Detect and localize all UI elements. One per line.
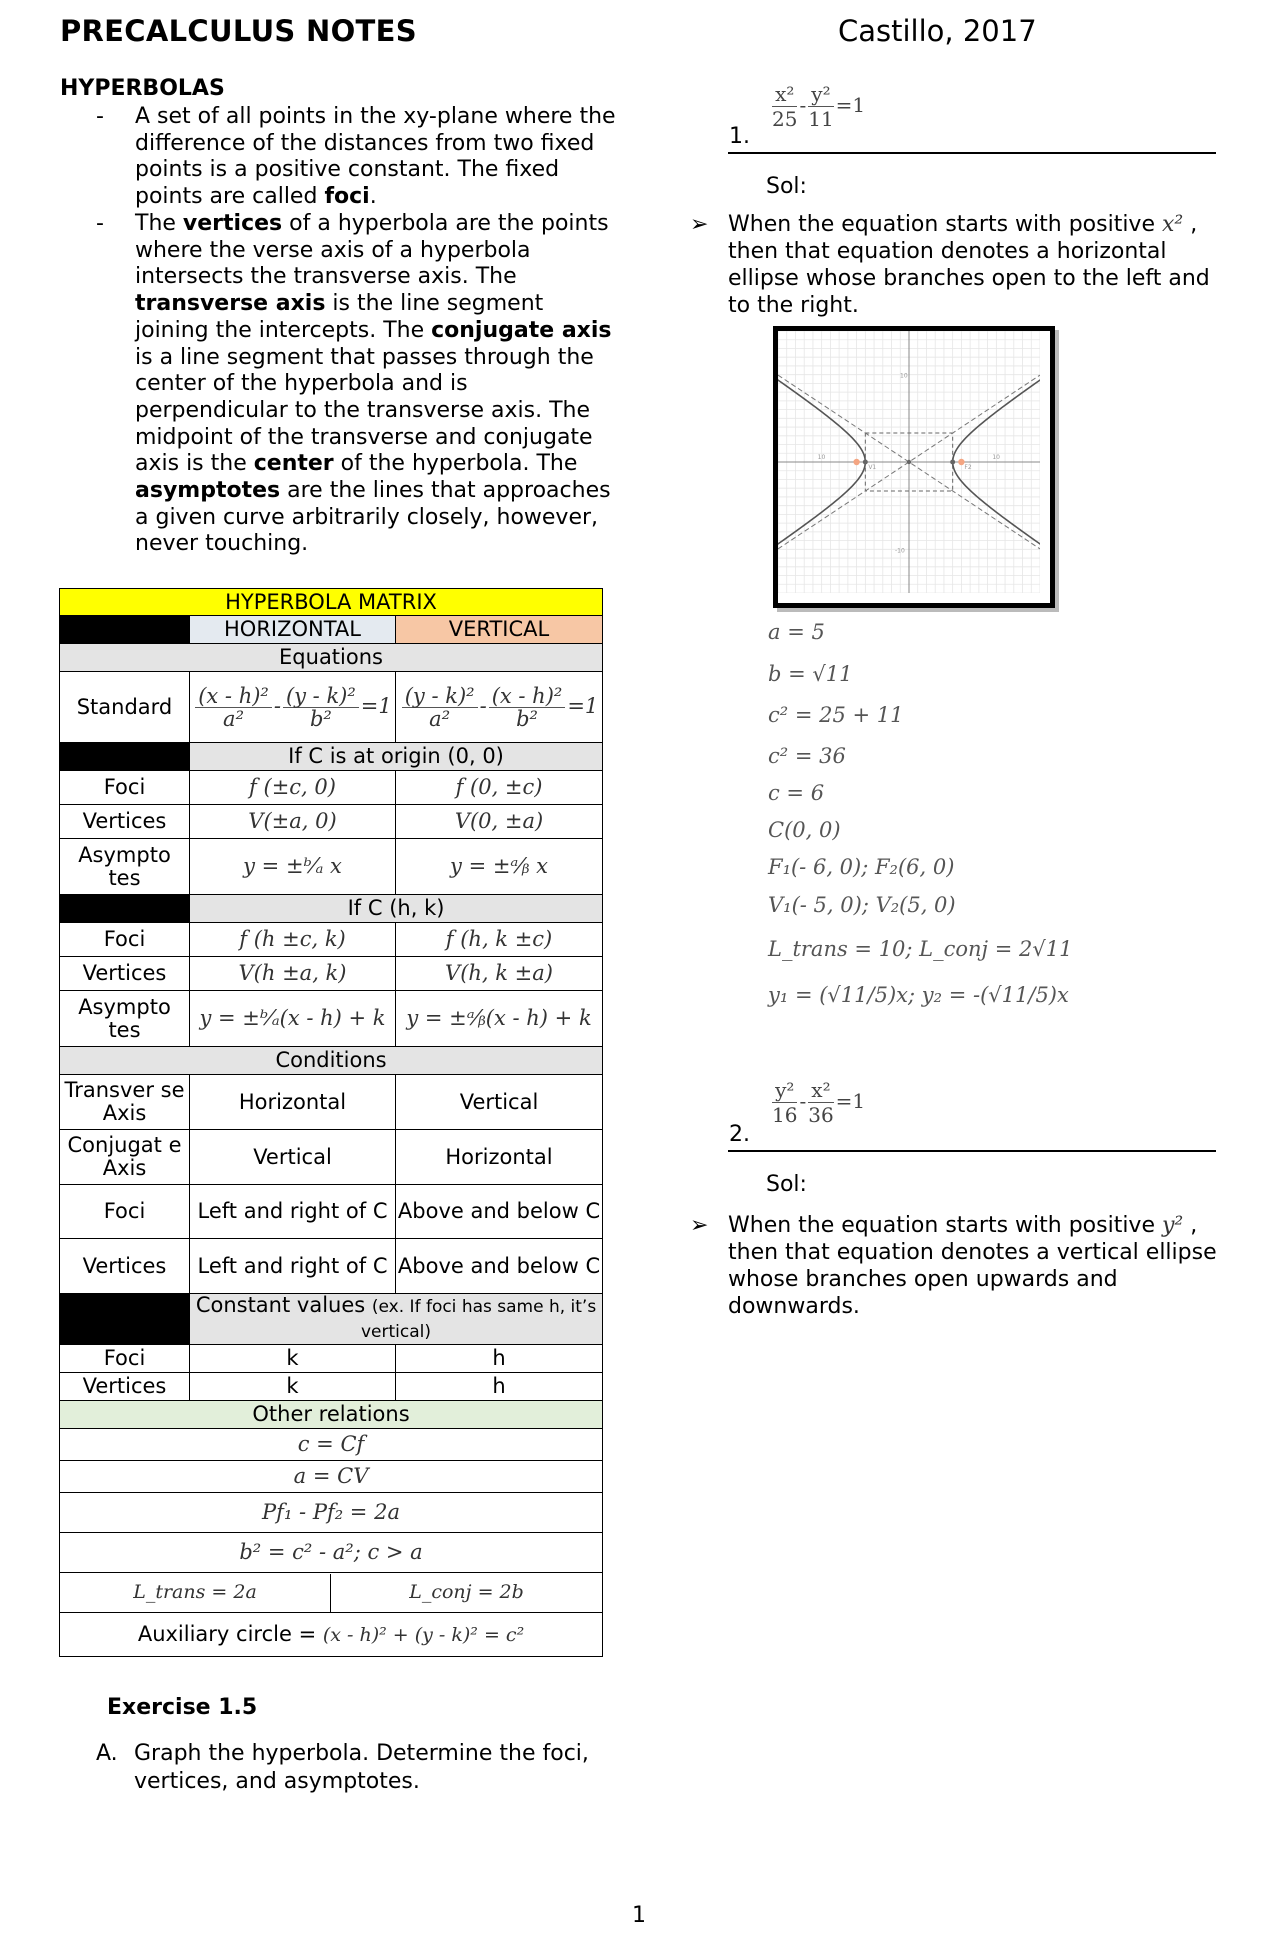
page-title: PRECALCULUS NOTES <box>60 14 417 48</box>
vertex-point <box>863 460 868 465</box>
relation-row: c = Cf <box>60 1429 603 1461</box>
point-label: F2 <box>964 464 972 471</box>
problem1-number: 1. <box>729 124 750 149</box>
hk-vertices-horizontal: V(h ±a, k) <box>190 957 396 991</box>
standard-eq-vertical: $\frac{\text{(y - k)²}}{\text{a²}}$ - $\frac{\text{(x - h)²}}{\text{b²}}$ =1 <box>396 672 603 743</box>
standard-eq-horizontal: $\frac{\text{(x - h)²}}{\text{a²}}$ - $\frac{\text{(y - k)²}}{\text{b²}}$ =1 <box>190 672 396 743</box>
relation-row: a = CV <box>60 1461 603 1493</box>
condition-horizontal: Horizontal <box>190 1075 396 1130</box>
condition-horizontal: Left and right of C <box>190 1239 396 1294</box>
solution-step: y₁ = (√11/5)x; y₂ = -(√11/5)x <box>768 983 1069 1007</box>
exercise-item-label: A. <box>96 1741 118 1766</box>
aux-label: Auxiliary circle = <box>137 1621 323 1646</box>
solution-step: c² = 36 <box>768 744 846 768</box>
problem2-answer-line <box>728 1150 1216 1152</box>
black-cell <box>60 895 190 923</box>
problem1-equation: $\frac{\text{x²}}{25}$ - $\frac{\text{y²}}{11}$ =1 <box>772 82 866 131</box>
col-header-vertical: VERTICAL <box>396 616 603 644</box>
hk-vertices-vertical: V(h, k ±a) <box>396 957 603 991</box>
matrix-title: HYPERBOLA MATRIX <box>60 589 603 616</box>
exercise-heading: Exercise 1.5 <box>107 1695 258 1720</box>
solution-step: V₁(- 5, 0); V₂(5, 0) <box>768 893 956 917</box>
row-label: Standard <box>60 672 190 743</box>
other-relations-header: Other relations <box>60 1401 603 1429</box>
constant-vertical: h <box>396 1345 603 1373</box>
origin-header: If C is at origin (0, 0) <box>190 743 603 771</box>
l-trans: L_trans = 2a <box>60 1574 331 1612</box>
constant-horizontal: k <box>190 1345 396 1373</box>
equations-header: Equations <box>60 644 603 672</box>
col-header-horizontal: HORIZONTAL <box>190 616 396 644</box>
problem2-note: ➢ When the equation starts with positive y² , then that equation denotes a vertical ellipse whose branches open upwards and downwards. <box>690 1213 1217 1319</box>
origin-asymptotes-horizontal: y = ±ᵇ⁄ₐ x <box>190 839 396 895</box>
origin-foci-horizontal: f (±c, 0) <box>190 771 396 805</box>
solution-step: F₁(- 6, 0); F₂(6, 0) <box>768 855 955 879</box>
row-label: Foci <box>60 1185 190 1239</box>
conditions-header: Conditions <box>60 1047 603 1075</box>
black-cell <box>60 743 190 771</box>
hk-foci-vertical: f (h, k ±c) <box>396 923 603 957</box>
hk-asymptotes-vertical: y = ±ᵃ⁄ᵦ(x - h) + k <box>396 991 603 1047</box>
condition-vertical: Above and below C <box>396 1239 603 1294</box>
row-label: Vertices <box>60 1239 190 1294</box>
constant-values-header: Constant values (ex. If foci has same h, it’s vertical) <box>190 1294 603 1345</box>
note-variable: y² <box>1161 1213 1184 1238</box>
black-cell <box>60 616 190 644</box>
hyperbola-matrix-table <box>59 588 603 1657</box>
row-label: Vertices <box>60 805 190 839</box>
note-variable: x² <box>1161 212 1184 237</box>
condition-horizontal: Left and right of C <box>190 1185 396 1239</box>
bullet-dash: - <box>96 104 104 129</box>
hyperbola-graph <box>773 326 1055 608</box>
point-label: V1 <box>868 464 877 471</box>
bullet-dash: - <box>96 211 104 236</box>
arrow-bullet-icon: ➢ <box>690 212 709 237</box>
hk-foci-horizontal: f (h ±c, k) <box>190 923 396 957</box>
row-label: Foci <box>60 771 190 805</box>
condition-vertical: Horizontal <box>396 1130 603 1185</box>
solution-step: c² = 25 + 11 <box>768 703 904 727</box>
definition-bullet <box>60 211 620 558</box>
bullet-text: A set of all points in the xy-plane where the difference of the distances from two fixed points is a positive constant. The fixed points are called foci. <box>135 104 616 210</box>
problem2-sol-label: Sol: <box>766 1172 807 1197</box>
problem1-sol-label: Sol: <box>766 174 807 199</box>
black-cell <box>60 1294 190 1345</box>
origin-foci-vertical: f (0, ±c) <box>396 771 603 805</box>
l-conj: L_conj = 2b <box>409 1581 524 1603</box>
center-point <box>907 460 911 464</box>
row-label: Foci <box>60 1345 190 1373</box>
constant-horizontal: k <box>190 1373 396 1401</box>
axis-length-row <box>60 1573 603 1613</box>
page-number: 1 <box>632 1903 646 1928</box>
tick-label: -10 <box>895 547 905 555</box>
definition-bullet <box>60 104 620 211</box>
tick-label: 10 <box>992 454 1000 461</box>
hk-asymptotes-horizontal: y = ±ᵇ⁄ₐ(x - h) + k <box>190 991 396 1047</box>
graph-canvas <box>778 331 1040 593</box>
row-label: Asympto tes <box>60 991 190 1047</box>
row-label: Asympto tes <box>60 839 190 895</box>
arrow-bullet-icon: ➢ <box>690 1213 709 1238</box>
tick-label: 10 <box>817 454 826 461</box>
origin-vertices-horizontal: V(±a, 0) <box>190 805 396 839</box>
problem1-answer-line <box>728 152 1216 154</box>
solution-step: b = √11 <box>768 662 853 686</box>
relation-row: b² = c² - a²; c > a <box>60 1533 603 1573</box>
condition-vertical: Above and below C <box>396 1185 603 1239</box>
problem2-number: 2. <box>729 1122 750 1147</box>
bullet-text: The vertices of a hyperbola are the points where the verse axis of a hyperbola intersects the transverse axis. The transverse axis is the line segment joining the intercepts. The conjugate axis is a line segment that passes through the center of the hyperbola and is perpendicular to the transverse axis. The midpoint of the transverse and conjugate axis is the center of the hyperbola. The asymptotes are the lines that approaches a given curve arbitrarily closely, however, never touching. <box>135 211 612 557</box>
constant-vertical: h <box>396 1373 603 1401</box>
author-year: Castillo, 2017 <box>838 14 1037 48</box>
origin-asymptotes-vertical: y = ±ᵃ⁄ᵦ x <box>396 839 603 895</box>
condition-horizontal: Vertical <box>190 1130 396 1185</box>
auxiliary-circle-row <box>60 1613 603 1657</box>
solution-step: C(0, 0) <box>768 818 841 842</box>
exercise-item-text: Graph the hyperbola. Determine the foci, vertices, and asymptotes. <box>134 1741 589 1794</box>
solution-step: L_trans = 10; L_conj = 2√11 <box>768 937 1073 961</box>
solution-step: a = 5 <box>768 620 825 644</box>
solution-step: c = 6 <box>768 781 825 805</box>
aux-equation: (x - h)² + (y - k)² = c² <box>322 1623 525 1646</box>
focus-point <box>853 459 859 465</box>
row-label: Conjugat e Axis <box>60 1130 190 1185</box>
hk-header: If C (h, k) <box>190 895 603 923</box>
row-label: Foci <box>60 923 190 957</box>
exercise-item <box>96 1740 636 1796</box>
vertex-point <box>950 460 955 465</box>
row-label: Vertices <box>60 1373 190 1401</box>
row-label: Transver se Axis <box>60 1075 190 1130</box>
section-heading: HYPERBOLAS <box>60 76 225 101</box>
tick-label: 10 <box>900 372 908 380</box>
problem1-note: ➢ When the equation starts with positive x² , then that equation denotes a horizontal ellipse whose branches open to the left and to the right. <box>690 212 1210 318</box>
row-label: Vertices <box>60 957 190 991</box>
relation-row: Pf₁ - Pf₂ = 2a <box>60 1493 603 1533</box>
origin-vertices-vertical: V(0, ±a) <box>396 805 603 839</box>
condition-vertical: Vertical <box>396 1075 603 1130</box>
problem2-equation: $\frac{\text{y²}}{16}$ - $\frac{\text{x²}}{36}$ =1 <box>772 1078 866 1127</box>
